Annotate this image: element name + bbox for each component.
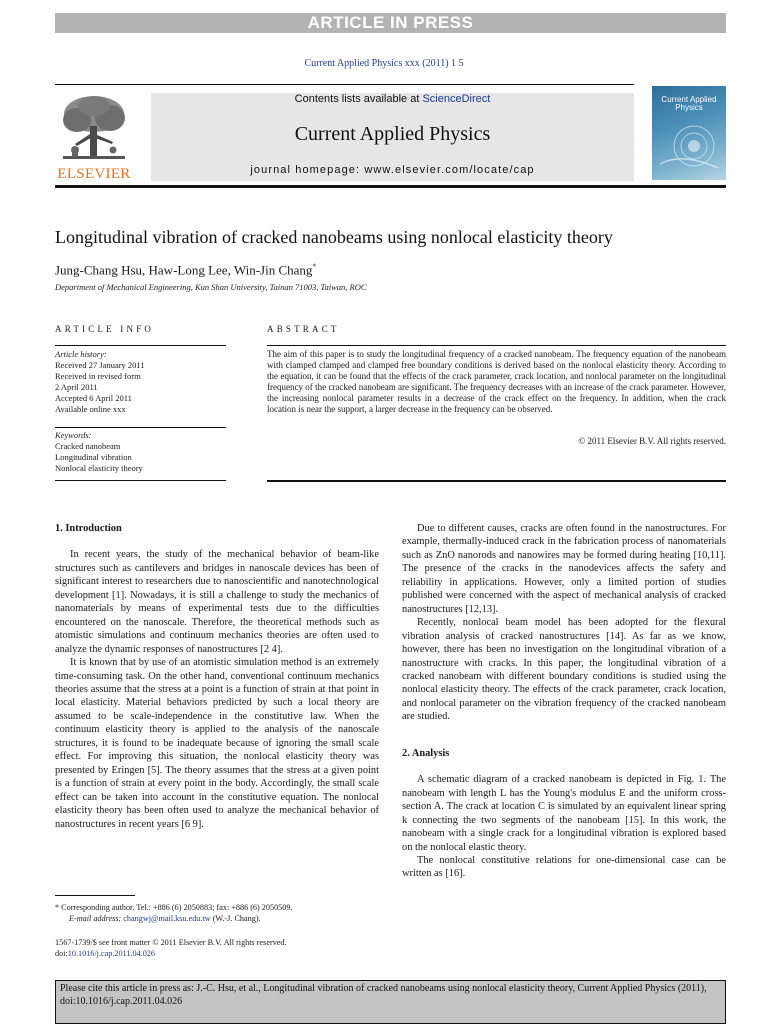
- masthead-rule: [55, 185, 726, 188]
- journal-reference-link[interactable]: Current Applied Physics xxx (2011) 1 5: [304, 58, 464, 69]
- contents-prefix: Contents lists available at: [294, 93, 423, 105]
- issn-line: 1567-1739/$ see front matter © 2011 Elsevier B.V. All rights reserved.: [55, 938, 287, 947]
- doi-link[interactable]: 10.1016/j.cap.2011.04.026: [67, 948, 155, 958]
- history-item: Accepted 6 April 2011: [55, 393, 132, 403]
- right-column: [402, 522, 726, 881]
- header-rule: [55, 84, 634, 85]
- cover-title: Current Applied Physics: [661, 95, 717, 112]
- contents-line: [151, 93, 634, 106]
- keyword-item: Longitudinal vibration: [55, 452, 132, 462]
- issn-block: [55, 938, 379, 959]
- article-title: Longitudinal vibration of cracked nanobeams using nonlocal elasticity theory: [55, 227, 613, 247]
- left-column: [55, 522, 379, 831]
- footnote-rule: [55, 895, 135, 896]
- journal-masthead: [151, 93, 634, 181]
- abstract-rule: [267, 345, 726, 346]
- info-rule-3: [55, 480, 226, 481]
- author-list: [55, 259, 316, 278]
- footnote: [55, 903, 379, 924]
- history-item: Available online xxx: [55, 404, 126, 414]
- elsevier-wordmark[interactable]: ELSEVIER: [57, 166, 131, 182]
- keyword-item: Cracked nanobeam: [55, 441, 121, 451]
- info-rule: [55, 345, 226, 346]
- corresponding-author-mark[interactable]: *: [312, 262, 317, 271]
- paragraph: In recent years, the study of the mechanical behavior of beam-like structures such as cantilevers and bridges in nanoscale devices has been of significant interest to researchers due to nanoscientific and nanotechnological development [1]. Nowadays, it is still a challenge to study the mechanics of nanomaterials by means of experimental tests due to the difficulties encountered on the nanoscale. Therefore, the theoretical methods such as atomistic simulations and continuum mechanics theories are often used to analyze the dynamic responses of nanostructures [2 4].: [55, 549, 379, 655]
- history-item: Received 27 January 2011: [55, 360, 145, 370]
- article-in-press-banner: ARTICLE IN PRESS: [55, 13, 726, 33]
- history-item: 2 April 2011: [55, 382, 98, 392]
- keywords: [55, 430, 226, 474]
- affiliation: Department of Mechanical Engineering, Kun Shan University, Tainan 71003, Taiwan, ROC: [55, 282, 367, 292]
- section-2-heading: 2. Analysis: [402, 747, 450, 759]
- doi-label: doi:: [55, 948, 68, 958]
- section-1-heading: 1. Introduction: [55, 523, 122, 534]
- abstract-bottom-rule: [267, 480, 726, 482]
- abstract-copyright: © 2011 Elsevier B.V. All rights reserved.: [578, 436, 726, 446]
- keywords-label: Keywords:: [55, 430, 92, 440]
- article-info-heading: ARTICLE INFO: [55, 324, 155, 334]
- journal-homepage[interactable]: journal homepage: www.elsevier.com/locate/cap: [250, 164, 535, 176]
- doi-line: [55, 949, 379, 960]
- history-label: Article history:: [55, 349, 107, 359]
- article-history: [55, 349, 226, 415]
- email-link[interactable]: changwj@mail.ksu.edu.tw: [123, 913, 211, 923]
- abstract-heading: ABSTRACT: [267, 324, 340, 334]
- paragraph: The nonlocal constitutive relations for one-dimensional case can be written as [16].: [402, 854, 726, 880]
- email-line: [55, 914, 379, 925]
- journal-title: Current Applied Physics: [294, 123, 491, 145]
- paragraph: Due to different causes, cracks are often found in the nanostructures. For example, thermally-induced crack in the fabrication process of nanomaterials such as ZnO nanorods and nanowires may be formed during heating [10,11]. The presence of the cracks in the nanodevices affects the safety and reliability in applications. However, only a limited portion of studies published were concerned with the aspect of mechanical analysis of cracked nanostructures [12,13].: [402, 523, 726, 615]
- keyword-item: Nonlocal elasticity theory: [55, 463, 143, 473]
- paragraph: A schematic diagram of a cracked nanobeam is depicted in Fig. 1. The nanobeam with length L has the Young's modulus E and the uniform cross-section A. The crack at location C is simulated by an equivalent linear spring k connecting the two segments of the nanobeam [15]. In this work, the nanobeam with a single crack for a longitudinal vibration is explored based on the nonlocal elastic theory.: [402, 774, 726, 853]
- paragraph: Recently, nonlocal beam model has been adopted for the flexural vibration analysis of cracked nanostructures [14]. As far as we know, however, there has been no investigation on the longitudinal vibration of a nanostructure with cracks. In this paper, the longitudinal vibration of a cracked nanobeam with different boundary conditions is studied using the nonlocal elasticity theory. The effects of the crack parameter, crack location, and nonlocal parameter on the vibration frequency of the cracked nanobeam are studied.: [402, 617, 726, 723]
- email-suffix: (W.-J. Chang).: [210, 913, 261, 923]
- history-item: Received in revised form: [55, 371, 141, 381]
- sciencedirect-link[interactable]: ScienceDirect: [422, 93, 491, 105]
- email-label: E-mail address:: [69, 913, 124, 923]
- info-rule-2: [55, 427, 226, 428]
- journal-cover-image[interactable]: [652, 86, 726, 180]
- citation-notice: Please cite this article in press as: J.-C. Hsu, et al., Longitudinal vibration of cracked nanobeams using nonlocal elasticity theory, Current Applied Physics (2011), doi:10.1016/j.cap.2011.04.026: [55, 980, 726, 1024]
- corresponding-author-note: * Corresponding author. Tel.: +886 (6) 2050883; fax: +886 (6) 2050509.: [55, 903, 293, 912]
- abstract-text: The aim of this paper is to study the longitudinal frequency of a cracked nanobeam. The frequency equation of the nanobeam with clamped clamped and clamped free boundary conditions is derived based on the nonlocal elasticity theory. According to the equation, it can be found that the effects of the crack parameter, crack location, and nonlocal parameter on the longitudinal frequency of the cracked nanobeam are significant. The frequency decreases with an increase of the crack parameter. However, the increasing nonlocal parameter results in a decrease of the crack effect on the frequency. In addition, when the crack location is near the support, a larger decrease in the frequency can be observed.: [267, 349, 726, 415]
- author-names: Jung-Chang Hsu, Haw-Long Lee, Win-Jin Chang: [55, 262, 313, 278]
- paragraph: It is known that by use of an atomistic simulation method is an extremely time-consuming task. On the other hand, conventional continuum mechanics theories assume that the stress at a point is a function of strain at that point in local elasticity. Material behaviors predicted by such a local theory are assumed to be scale-independence in the constitutive law. When the continuum elasticity theory is applied to the analysis of the nanoscale structures, it is found to be inadequate because of ignoring the small scale effect. For improving this situation, the nonlocal elasticity theory was presented by Eringen [5]. The theory assumes that the stress at a given point is a function of strain at every point in the body. Accordingly, the small scale effect can be taken into account in the constitutive equation. The nonlocal elasticity theory has been often used to analyze the mechanical behavior of nanostructures in recent years [6 9].: [55, 657, 379, 830]
